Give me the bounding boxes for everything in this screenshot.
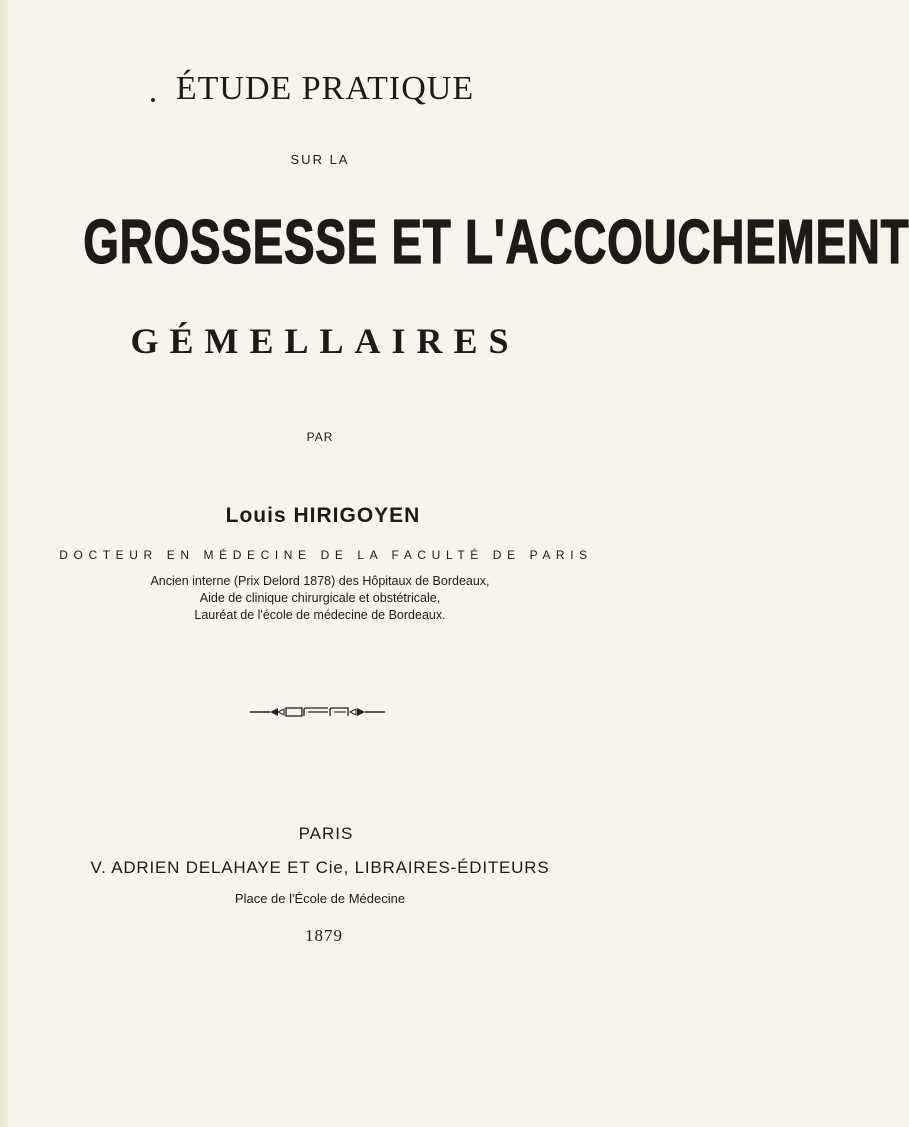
title-line-3: GÉMELLAIRES — [130, 321, 520, 361]
author-name: Louis HIRIGOYEN — [225, 504, 421, 527]
credential-line: Ancien interne (Prix Delord 1878) des Hôpitaux de Bordeaux, — [150, 574, 490, 588]
typographic-ornament — [250, 705, 385, 719]
title-connector: SUR LA — [290, 152, 350, 167]
publication-year: 1879 — [305, 926, 343, 945]
title-line-2: GROSSESSE ET L'ACCOUCHEMENT — [83, 208, 909, 277]
publisher-name: V. ADRIEN DELAHAYE ET Cie, LIBRAIRES-ÉDITEURS — [90, 858, 550, 877]
publisher-address: Place de l'École de Médecine — [234, 891, 406, 906]
title-line-1: ÉTUDE PRATIQUE — [175, 70, 475, 107]
page-edge-shadow — [0, 0, 10, 1127]
author-degree: DOCTEUR EN MÉDECINE DE LA FACULTÉ DE PARIS — [59, 548, 593, 562]
credential-line: Aide de clinique chirurgicale et obstétricale, — [199, 591, 441, 605]
credential-line: Lauréat de l'école de médecine de Bordeaux. — [194, 608, 446, 622]
publication-city: PARIS — [298, 824, 354, 843]
by-label: PAR — [306, 430, 334, 444]
